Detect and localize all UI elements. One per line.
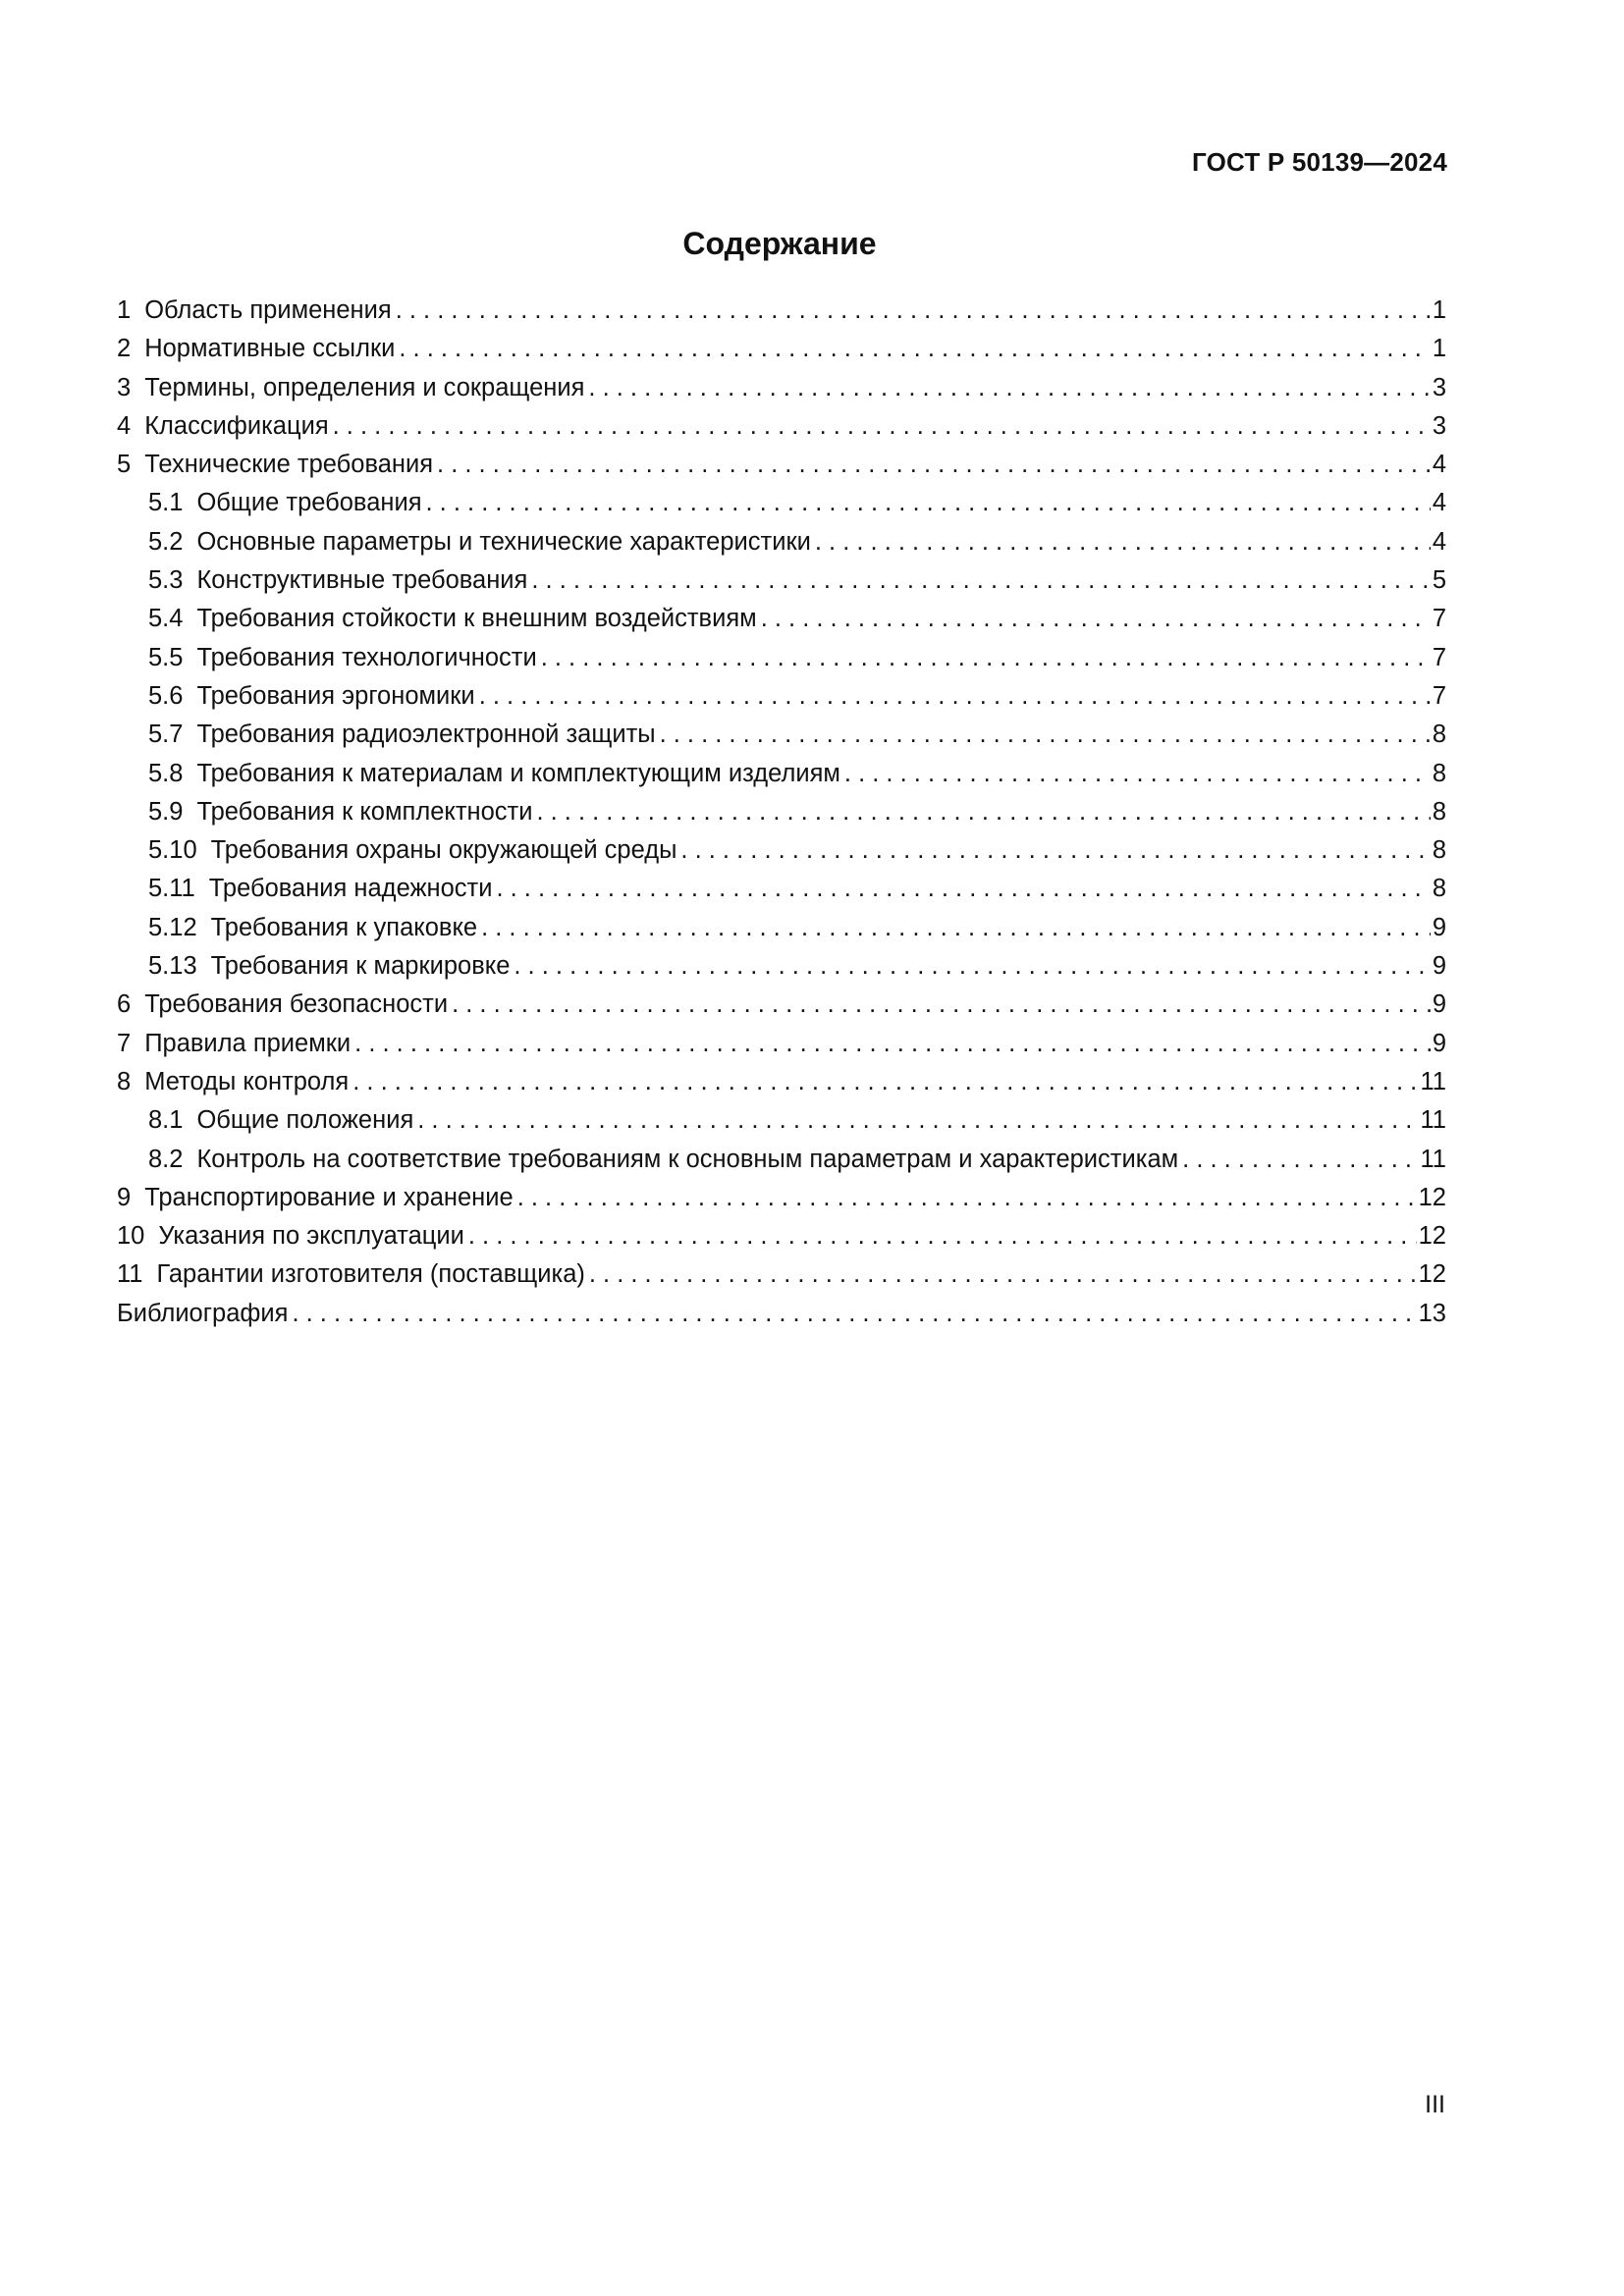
toc-entry-title: Требования надежности xyxy=(208,875,493,903)
toc-entry-text xyxy=(117,1255,585,1294)
toc-entry-text xyxy=(117,793,532,831)
toc-entry[interactable] xyxy=(117,986,1446,1024)
toc-entry[interactable] xyxy=(117,446,1446,484)
toc-entry-number: 7 xyxy=(117,1029,132,1057)
toc-entry[interactable] xyxy=(117,870,1446,908)
toc-entry-number: 5.10 xyxy=(148,836,197,865)
toc-entry-title: Нормативные ссылки xyxy=(144,335,396,363)
toc-entry[interactable] xyxy=(117,1255,1446,1294)
toc-entry-number: 5.2 xyxy=(148,527,184,556)
toc-entry-page: 12 xyxy=(1418,1260,1446,1289)
toc-entry[interactable] xyxy=(117,1179,1446,1217)
toc-entry-text xyxy=(117,484,422,522)
toc-entry-text xyxy=(117,755,840,793)
toc-entry-title: Требования к комплектности xyxy=(196,797,533,826)
toc-entry-page: 9 xyxy=(1432,913,1446,941)
toc-entry-title: Правила приемки xyxy=(144,1029,352,1057)
toc-entry-page: 11 xyxy=(1420,1145,1446,1173)
toc-entry-page: 7 xyxy=(1432,643,1446,671)
toc-entry-page: 9 xyxy=(1432,1029,1446,1057)
toc-leader-dots xyxy=(589,1255,1417,1294)
toc-entry-title: Гарантии изготовителя (поставщика) xyxy=(156,1260,585,1289)
toc-entry-page: 11 xyxy=(1420,1106,1446,1135)
toc-leader-dots xyxy=(517,1179,1417,1217)
toc-entry-title: Требования охраны окружающей среды xyxy=(210,836,677,865)
toc-entry-text xyxy=(117,677,475,716)
toc-entry-page: 8 xyxy=(1432,797,1446,826)
toc-entry[interactable] xyxy=(117,1063,1446,1101)
toc-leader-dots xyxy=(354,1025,1431,1063)
toc-entry-title: Требования технологичности xyxy=(196,643,537,671)
toc-entry-number: 5.11 xyxy=(148,875,195,903)
toc-entry-number: 10 xyxy=(117,1222,145,1251)
toc-entry-page: 12 xyxy=(1418,1183,1446,1211)
toc-entry[interactable] xyxy=(117,716,1446,754)
toc-entry-text xyxy=(117,446,433,484)
toc-entry-title: Требования радиоэлектронной защиты xyxy=(196,721,656,749)
toc-entry-text xyxy=(117,639,537,677)
toc-entry-number: 4 xyxy=(117,411,132,440)
toc-entry-number: 5.1 xyxy=(148,489,184,517)
toc-leader-dots xyxy=(541,639,1431,677)
toc-entry-page: 8 xyxy=(1432,759,1446,787)
toc-entry[interactable] xyxy=(117,292,1446,330)
toc-leader-dots xyxy=(496,870,1430,908)
toc-entry-page: 4 xyxy=(1432,451,1446,479)
toc-entry-text xyxy=(117,870,492,908)
toc-entry-title: Требования эргономики xyxy=(196,681,475,710)
toc-entry-title: Требования стойкости к внешним воздействиям xyxy=(196,605,757,633)
toc-entry-text xyxy=(117,1179,514,1217)
toc-entry-text xyxy=(117,716,656,754)
toc-entry-page: 7 xyxy=(1432,681,1446,710)
toc-leader-dots xyxy=(396,292,1431,330)
toc-entry-page: 4 xyxy=(1432,527,1446,556)
toc-entry-text xyxy=(117,292,392,330)
toc-entry-number: 5.4 xyxy=(148,605,184,633)
toc-entry[interactable] xyxy=(117,677,1446,716)
toc-entry-text xyxy=(117,909,477,947)
toc-entry-text xyxy=(117,986,448,1024)
toc-entry-title: Общие требования xyxy=(196,489,422,517)
toc-entry[interactable] xyxy=(117,523,1446,561)
toc-entry[interactable] xyxy=(117,639,1446,677)
toc-entry-page: 1 xyxy=(1432,335,1446,363)
toc-leader-dots xyxy=(761,600,1431,638)
toc-leader-dots xyxy=(452,986,1431,1024)
toc-entry[interactable] xyxy=(117,909,1446,947)
toc-entry-page: 8 xyxy=(1432,721,1446,749)
toc-entry[interactable] xyxy=(117,330,1446,368)
toc-entry-page: 9 xyxy=(1432,952,1446,981)
toc-entry-page: 7 xyxy=(1432,605,1446,633)
toc-entry-number: 5.7 xyxy=(148,721,184,749)
toc-leader-dots xyxy=(468,1217,1417,1255)
toc-leader-dots xyxy=(514,947,1430,986)
toc-entry[interactable] xyxy=(117,947,1446,986)
document-code: ГОСТ Р 50139—2024 xyxy=(1192,147,1447,177)
toc-leader-dots xyxy=(481,909,1431,947)
toc-entry[interactable] xyxy=(117,1217,1446,1255)
toc-entry[interactable] xyxy=(117,755,1446,793)
toc-leader-dots xyxy=(815,523,1431,561)
page-number: III xyxy=(1425,2091,1445,2118)
toc-entry-page: 1 xyxy=(1432,296,1446,324)
toc-entry-title: Требования к маркировке xyxy=(210,952,511,981)
toc-entry-title: Требования к упаковке xyxy=(210,913,478,941)
toc-leader-dots xyxy=(292,1295,1416,1333)
toc-entry-text xyxy=(117,600,757,638)
toc-leader-dots xyxy=(399,330,1430,368)
toc-entry[interactable] xyxy=(117,369,1446,407)
toc-entry-number: 8.2 xyxy=(148,1145,184,1173)
toc-entry-text xyxy=(117,330,395,368)
toc-entry-text xyxy=(117,407,329,446)
toc-entry-title: Контроль на соответствие требованиям к основным параметрам и характеристикам xyxy=(196,1145,1179,1173)
toc-title: Содержание xyxy=(682,226,877,261)
toc-leader-dots xyxy=(333,407,1431,446)
toc-entry-text xyxy=(117,523,811,561)
toc-entry[interactable] xyxy=(117,793,1446,831)
toc-entry-title: Транспортирование и хранение xyxy=(144,1183,514,1211)
toc-leader-dots xyxy=(588,369,1430,407)
toc-entry-text xyxy=(117,369,584,407)
toc-entry-text xyxy=(117,1063,349,1101)
toc-entry-number: 1 xyxy=(117,296,132,324)
toc-entry-number: 5.9 xyxy=(148,797,184,826)
toc-leader-dots xyxy=(479,677,1431,716)
toc-entry-number: 8 xyxy=(117,1067,132,1095)
toc-entry-number: 5.13 xyxy=(148,952,197,981)
toc-entry-text xyxy=(117,561,527,600)
toc-entry-title: Библиография xyxy=(117,1299,289,1327)
toc-entry-title: Основные параметры и технические характеристики xyxy=(196,527,811,556)
toc-entry-text xyxy=(117,947,510,986)
toc-entry-title: Технические требования xyxy=(144,451,434,479)
toc-entry-text xyxy=(117,1141,1178,1179)
toc-entry[interactable] xyxy=(117,600,1446,638)
toc-entry-number: 5.3 xyxy=(148,566,184,595)
toc-entry-page: 4 xyxy=(1432,489,1446,517)
toc-entry[interactable] xyxy=(117,1101,1446,1140)
toc-entry[interactable] xyxy=(117,407,1446,446)
toc-entry-number: 9 xyxy=(117,1183,132,1211)
toc-entry-number: 3 xyxy=(117,373,132,401)
toc-leader-dots xyxy=(531,561,1430,600)
toc-entry-page: 12 xyxy=(1418,1222,1446,1251)
toc-entry-number: 11 xyxy=(117,1260,143,1289)
toc-entry-title: Указания по эксплуатации xyxy=(158,1222,464,1251)
toc-entry-title: Требования к материалам и комплектующим изделиям xyxy=(196,759,840,787)
toc-entry-number: 5.8 xyxy=(148,759,184,787)
toc-entry-number: 5.5 xyxy=(148,643,184,671)
toc-entry-title: Термины, определения и сокращения xyxy=(144,373,585,401)
toc-entry[interactable] xyxy=(117,1141,1446,1179)
table-of-contents xyxy=(117,292,1446,1333)
toc-entry-text xyxy=(117,1025,351,1063)
toc-entry-text xyxy=(117,1101,413,1140)
toc-entry-text xyxy=(117,831,677,870)
toc-entry[interactable] xyxy=(117,561,1446,600)
toc-leader-dots xyxy=(437,446,1431,484)
toc-leader-dots xyxy=(844,755,1431,793)
toc-entry[interactable] xyxy=(117,1025,1446,1063)
toc-entry-page: 9 xyxy=(1432,990,1446,1019)
toc-entry[interactable] xyxy=(117,831,1446,870)
toc-entry-title: Конструктивные требования xyxy=(196,566,528,595)
toc-leader-dots xyxy=(417,1101,1418,1140)
toc-entry[interactable] xyxy=(117,484,1446,522)
toc-entry-page: 5 xyxy=(1432,566,1446,595)
toc-leader-dots xyxy=(536,793,1430,831)
toc-entry-number: 5.6 xyxy=(148,681,184,710)
toc-entry-title: Классификация xyxy=(144,411,329,440)
toc-entry-page: 3 xyxy=(1432,411,1446,440)
toc-entry-text xyxy=(117,1217,464,1255)
toc-leader-dots xyxy=(660,716,1431,754)
toc-entry-number: 5 xyxy=(117,451,132,479)
toc-entry-title: Методы контроля xyxy=(144,1067,350,1095)
toc-leader-dots xyxy=(1182,1141,1418,1179)
toc-leader-dots xyxy=(352,1063,1418,1101)
toc-entry-page: 3 xyxy=(1432,373,1446,401)
toc-entry-page: 8 xyxy=(1432,836,1446,865)
toc-entry-number: 5.12 xyxy=(148,913,197,941)
toc-entry-page: 13 xyxy=(1418,1299,1446,1327)
toc-entry[interactable] xyxy=(117,1295,1446,1333)
toc-entry-title: Общие положения xyxy=(196,1106,414,1135)
toc-entry-number: 6 xyxy=(117,990,132,1019)
toc-entry-number: 8.1 xyxy=(148,1106,184,1135)
toc-entry-text xyxy=(117,1295,288,1333)
toc-leader-dots xyxy=(680,831,1430,870)
toc-entry-page: 11 xyxy=(1420,1067,1446,1095)
toc-entry-title: Требования безопасности xyxy=(144,990,449,1019)
toc-entry-number: 2 xyxy=(117,335,132,363)
toc-entry-page: 8 xyxy=(1432,875,1446,903)
toc-leader-dots xyxy=(426,484,1431,522)
toc-entry-title: Область применения xyxy=(144,296,392,324)
